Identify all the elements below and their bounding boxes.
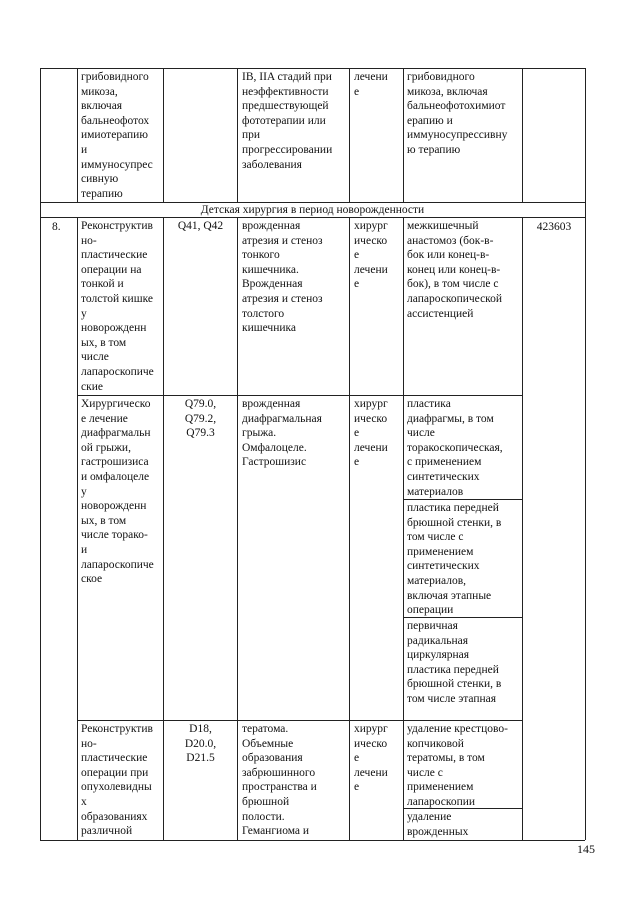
col-border	[349, 68, 350, 202]
col-border	[585, 68, 586, 840]
treatment-method-cell: первичная радикальная циркулярная пластика передней брюшной стенки, в том числе этапная	[407, 620, 502, 705]
treatment-method-cell: пластика передней брюшной стенки, в том числе с применением синтетических материалов, включая этапные операции	[407, 502, 502, 617]
col-border	[522, 68, 523, 202]
page-number: 145	[577, 842, 595, 856]
table-top-border	[40, 68, 585, 69]
icd-code-cell: Q41, Q42	[177, 220, 224, 232]
treatment-type-cell: хирург ическо е лечени е	[354, 723, 388, 794]
icd-code-cell: Q79.0, Q79.2, Q79.3	[184, 398, 217, 440]
procedure-name-cell: Хирургическо е лечение диафрагмальн ой грыжи, гастрошизиса и омфалоцеле у новорожденн ых, в том числе торако- и лапароскопиче ское	[81, 398, 154, 586]
procedure-name-cell: Реконструктив но- пластические операции на тонкой и толстой кишке у новорожденн ых, в том числе лапароскопиче ские	[81, 220, 154, 393]
col-border	[349, 217, 350, 840]
treatment-type-cell: хирург ическо е лечени е	[354, 398, 388, 469]
subrow-divider	[77, 395, 522, 396]
profile-name-cell: грибовидного микоза, включая бальнеофотох имиотерапию и иммуносупрес сивную терапию	[81, 71, 153, 200]
treatment-type-cell: лечени е	[354, 71, 388, 98]
patient-model-cell: тератома. Объемные образования забрюшинного пространства и брюшной полости. Гемангиома и	[242, 723, 317, 838]
treatment-method-cell: межкишечный анастомоз (бок-в- бок или конец-в- конец или конец-в- бок), в том числе с лапароскопической ассистенцией	[407, 220, 503, 320]
treatment-method-cell: удаление врожденных	[407, 811, 469, 838]
treatment-method-cell: грибовидного микоза, включая бальнеофотохимиот ерапию и иммуносупрессивну ю терапию	[407, 71, 508, 156]
col-border	[77, 217, 78, 840]
row-divider	[40, 217, 585, 218]
treatment-type-cell: хирург ическо е лечени е	[354, 220, 388, 291]
subrow-divider	[77, 720, 522, 721]
col-border	[40, 68, 41, 840]
patient-model-cell: врожденная атрезия и стеноз тонкого кишечника. Врожденная атрезия и стеноз толстого кишечника	[242, 220, 323, 335]
col-border	[522, 217, 523, 840]
col-border	[237, 68, 238, 202]
patient-model-cell: врожденная диафрагмальная грыжа. Омфалоцеле. Гастрошизис	[242, 398, 322, 469]
row-number: 8.	[52, 221, 61, 233]
treatment-method-cell: удаление крестцово- копчиковой тератомы, в том числе с применением лапароскопии	[407, 723, 508, 808]
procedure-name-cell: Реконструктив но- пластические операции при опухолевидны х образованиях различной	[81, 723, 153, 838]
treatment-method-cell: пластика диафрагмы, в том числе торакоскопическая, с применением синтетических материалов	[407, 398, 503, 498]
section-title: Детская хирургия в период новорожденности	[200, 204, 425, 216]
col-border	[237, 217, 238, 840]
vmp-code: 423603	[536, 221, 572, 233]
icd-code-cell: D18, D20.0, D21.5	[184, 723, 217, 765]
col-border	[403, 217, 404, 840]
patient-model-cell: IB, IIA стадий при неэффективности предшествующей фототерапии или при прогрессировании заболевания	[242, 71, 333, 171]
table-bottom-border	[40, 840, 585, 841]
col-border	[77, 68, 78, 202]
col-border	[403, 68, 404, 202]
col-border	[163, 68, 164, 202]
